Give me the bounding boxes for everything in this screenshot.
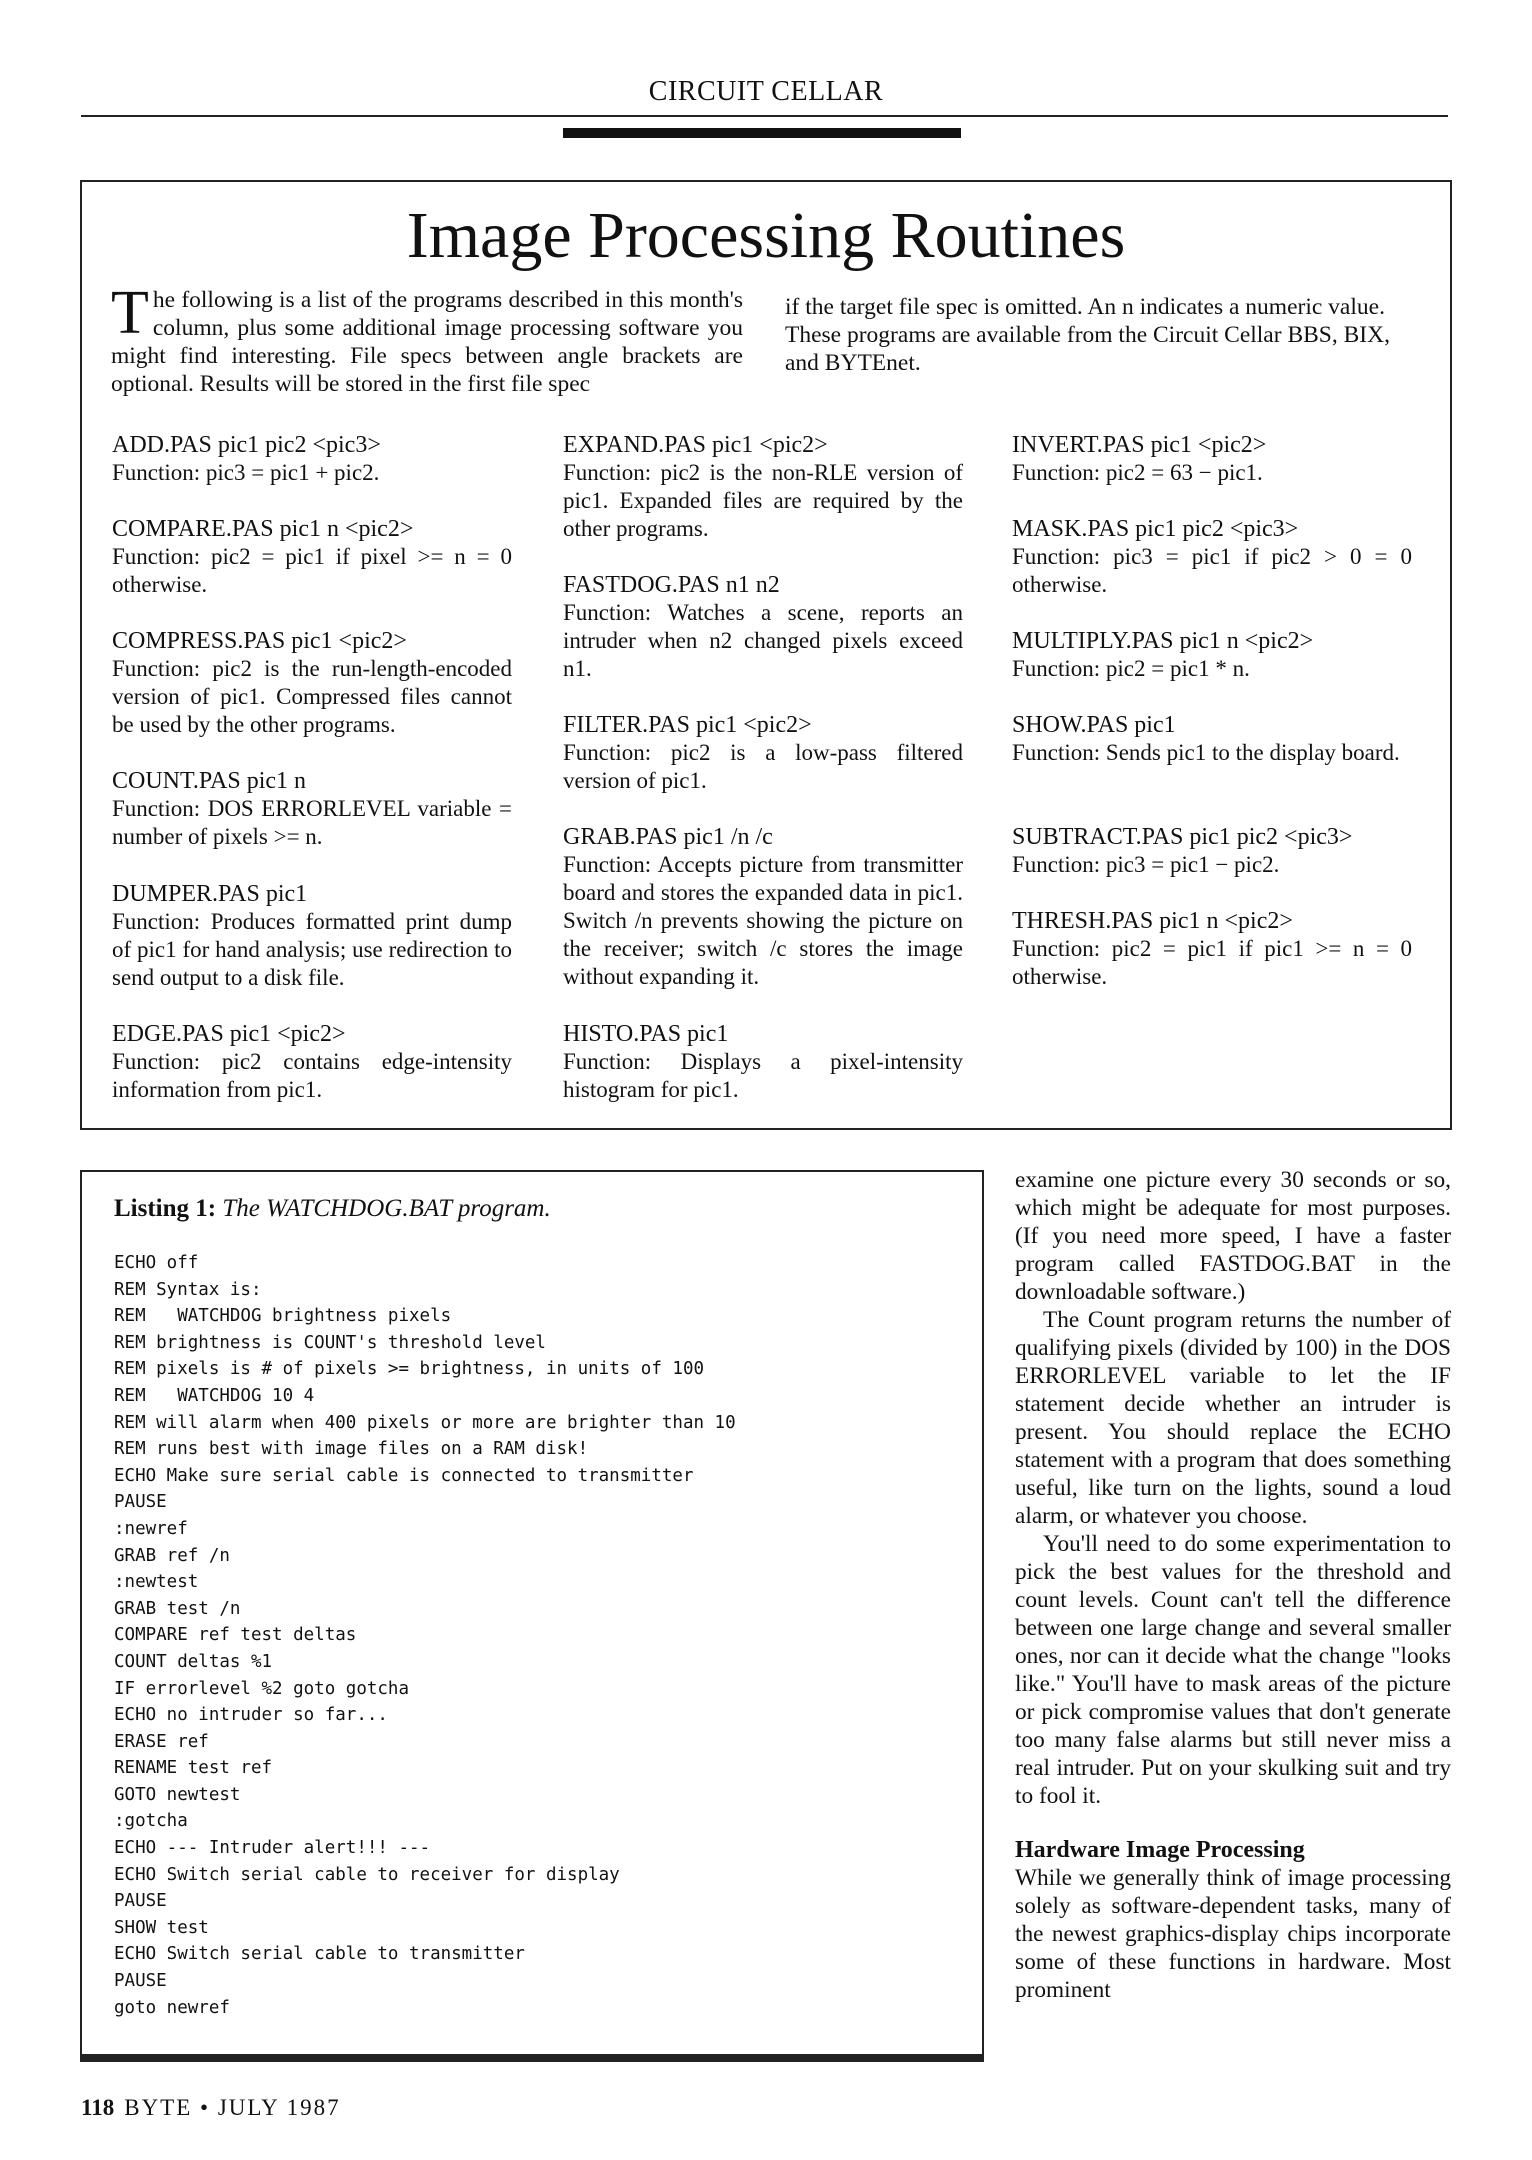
program-entry [563,711,963,795]
program-name: MULTIPLY.PAS pic1 n <pic2> [1012,628,1314,654]
program-desc: Function: pic2 = pic1 if pic1 >= n = 0 otherwise. [1012,936,1412,989]
program-name: GRAB.PAS pic1 /n /c [563,824,773,850]
program-desc: Function: Produces formatted print dump of pic1 for hand analysis; use redirection to send output to a disk file. [112,909,512,990]
program-entry [1012,627,1412,683]
program-desc: Function: Displays a pixel-intensity histogram for pic1. [563,1049,963,1102]
section-header: CIRCUIT CELLAR [648,76,884,107]
program-name: DUMPER.PAS pic1 [112,881,308,907]
intro-right: if the target file spec is omitted. An n indicates a numeric value. These programs are available from the Circuit Cellar BBS, BIX, and BYTEnet. [785,294,1390,376]
program-desc: Function: pic2 = pic1 * n. [1012,656,1250,681]
drop-cap: T [111,279,149,347]
program-entry [563,1020,963,1104]
program-entry [112,880,512,992]
intro-left-text: he following is a list of the programs described in this month's column, plus some additional image processing software you might find interesting. File specs between angle brackets are optional. Results will be stored in the first file spec [111,287,743,397]
program-entry [112,1020,512,1104]
program-name: FASTDOG.PAS n1 n2 [563,572,780,598]
publication-line: BYTE • JULY 1987 [124,2095,341,2120]
program-name: EXPAND.PAS pic1 <pic2> [563,432,828,458]
body-paragraph: The Count program returns the number of qualifying pixels (divided by 100) in the DOS ERRORLEVEL variable to let the IF statement decide whether an intruder is present. You should replace the ECHO statement with a program that does something useful, like turn on the lights, sound a loud alarm, or whatever you choose. [1015,1307,1451,1529]
program-name: THRESH.PAS pic1 n <pic2> [1012,908,1293,934]
listing-code: ECHO off REM Syntax is: REM WATCHDOG brightness pixels REM brightness is COUNT's threshold level REM pixels is # of pixels >= brightness, in units of 100 REM WATCHDOG 10 4 REM will alarm when 400 pixels or more are brighter than 10 REM runs best with image files on a RAM disk! ECHO Make sure serial cable is connected to transmitter PAUSE :newref GRAB ref /n :newtest GRAB test /n COMPARE ref test deltas COUNT deltas %1 IF errorlevel %2 goto gotcha ECHO no intruder so far... ERASE ref RENAME test ref GOTO newtest :gotcha ECHO --- Intruder alert!!! --- ECHO Switch serial cable to receiver for display PAUSE SHOW test ECHO Switch serial cable to transmitter PAUSE goto newref [114,1253,736,2018]
header-bar [563,128,961,138]
program-entry [112,431,512,487]
program-desc: Function: pic2 = 63 − pic1. [1012,460,1263,485]
program-name: COMPARE.PAS pic1 n <pic2> [112,516,414,542]
program-entry [1012,515,1412,599]
program-entry [563,823,963,991]
body-text-column [1015,1166,1451,2004]
program-entry [112,627,512,739]
program-entry [1012,907,1412,991]
program-name: SUBTRACT.PAS pic1 pic2 <pic3> [1012,824,1353,850]
program-desc: Function: pic2 = pic1 if pixel >= n = 0 otherwise. [112,544,512,597]
body-paragraph: You'll need to do some experimentation to pick the best values for the threshold and count levels. Count can't tell the difference between one large change and several smaller ones, nor can it decide what the change "looks like." You'll have to mask areas of the picture or pick compromise values that don't generate too many false alarms but still never miss a real intruder. Put on your skulking suit and try to fool it. [1015,1531,1451,1809]
listing-title [114,1195,551,1223]
program-desc: Function: pic2 is the non-RLE version of pic1. Expanded files are required by the other programs. [563,460,963,541]
program-desc: Function: Sends pic1 to the display board. [1012,740,1400,765]
program-name: COMPRESS.PAS pic1 <pic2> [112,628,407,654]
intro-left [111,279,743,398]
program-name: HISTO.PAS pic1 [563,1021,729,1047]
program-desc: Function: pic2 is the run-length-encoded version of pic1. Compressed files cannot be used by the other programs. [112,656,512,737]
listing-caption: The WATCHDOG.BAT program. [222,1195,551,1222]
program-desc: Function: Watches a scene, reports an intruder when n2 changed pixels exceed n1. [563,600,963,681]
program-entry [1012,431,1412,487]
program-name: SHOW.PAS pic1 [1012,712,1176,738]
program-entry [112,515,512,599]
program-name: EDGE.PAS pic1 <pic2> [112,1021,346,1047]
page-footer [81,2095,341,2121]
section-heading: Hardware Image Processing [1015,1837,1305,1863]
program-entry [563,571,963,683]
body-paragraph: While we generally think of image processing solely as software-dependent tasks, many of the newest graphics-display chips incorporate some of these functions in hardware. Most prominent [1015,1865,1451,2003]
program-entry [1012,823,1412,879]
program-name: INVERT.PAS pic1 <pic2> [1012,432,1267,458]
program-name: ADD.PAS pic1 pic2 <pic3> [112,432,381,458]
program-entry [112,767,512,851]
program-desc: Function: pic3 = pic1 if pic2 > 0 = 0 otherwise. [1012,544,1412,597]
program-desc: Function: DOS ERRORLEVEL variable = number of pixels >= n. [112,796,512,849]
program-name: MASK.PAS pic1 pic2 <pic3> [1012,516,1299,542]
body-paragraph: examine one picture every 30 seconds or so, which might be adequate for most purposes. (If you need more speed, I have a faster program called FASTDOG.BAT in the downloadable software.) [1015,1167,1451,1305]
program-entry [563,431,963,543]
program-entry [1012,711,1412,767]
program-desc: Function: pic3 = pic1 + pic2. [112,460,380,485]
page-number: 118 [81,2095,115,2120]
listing-label: Listing 1: [114,1195,217,1222]
program-desc: Function: Accepts picture from transmitter board and stores the expanded data in pic1. Switch /n prevents showing the picture on the receiver; switch /c stores the image without expanding it. [563,852,963,989]
program-name: COUNT.PAS pic1 n [112,768,307,794]
program-desc: Function: pic2 contains edge-intensity information from pic1. [112,1049,512,1102]
program-desc: Function: pic2 is a low-pass filtered version of pic1. [563,740,963,793]
header-rule [81,115,1448,117]
sidebar-title: Image Processing Routines [406,199,1126,272]
program-name: FILTER.PAS pic1 <pic2> [563,712,812,738]
program-desc: Function: pic3 = pic1 − pic2. [1012,852,1280,877]
